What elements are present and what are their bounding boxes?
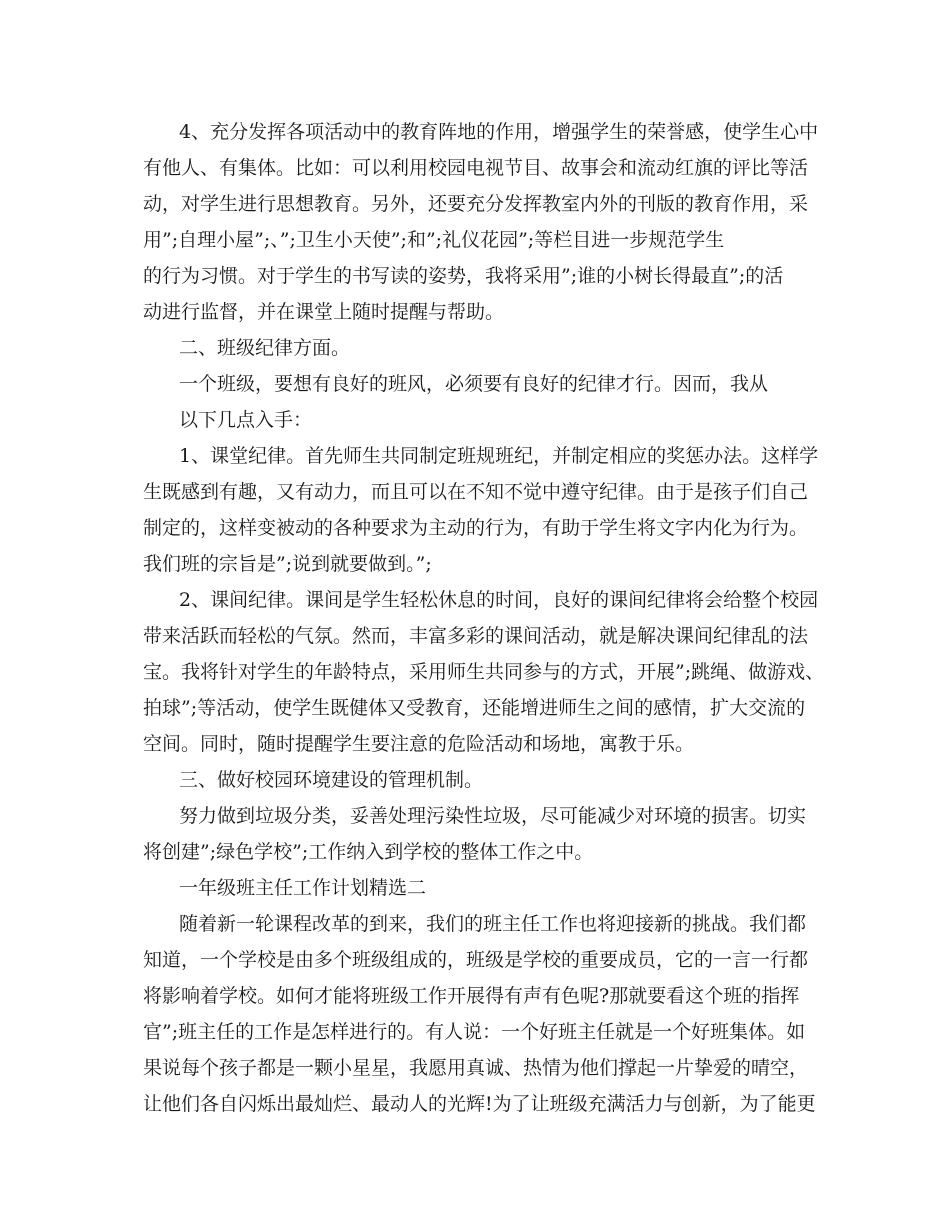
text-line: 空间。同时，随时提醒学生要注意的危险活动和场地，寓教于乐。 [143, 733, 695, 755]
text-line: 我们班的宗旨是”;说到就要做到。”; [143, 553, 432, 575]
text-line: 果说每个孩子都是一颗小星星，我愿用真诚、热情为他们撑起一片挚爱的晴空， [143, 1057, 809, 1079]
text-line: 将影响着学校。如何才能将班级工作开展得有声有色呢?那就要看这个班的指挥 [143, 985, 800, 1007]
text-line: 官”;班主任的工作是怎样进行的。有人说：一个好班主任就是一个好班集体。如 [143, 1021, 806, 1043]
text-line: 拍球”;等活动，使学生既健体又受教育，还能增进师生之间的感情，扩大交流的 [143, 697, 806, 719]
section-heading: 三、做好校园环境建设的管理机制。 [179, 769, 484, 791]
text-line: 动进行监督，并在课堂上随时提醒与帮助。 [143, 301, 505, 323]
text-line: 努力做到垃圾分类，妥善处理污染性垃圾，尽可能减少对环境的损害。切实 [179, 805, 807, 827]
text-line: 用”;自理小屋”;、”;卫生小天使”;和”;礼仪花园”;等栏目进一步规范学生 [143, 229, 725, 251]
text-line: 制定的，这样变被动的各种要求为主动的行为，有助于学生将文字内化为行为。 [143, 517, 809, 539]
text-line: 以下几点入手： [179, 409, 313, 431]
text-line: 生既感到有趣，又有动力，而且可以在不知不觉中遵守纪律。由于是孩子们自己 [143, 481, 809, 503]
text-line: 知道，一个学校是由多个班级组成的，班级是学校的重要成员，它的一言一行都 [143, 949, 809, 971]
text-line: 随着新一轮课程改革的到来，我们的班主任工作也将迎接新的挑战。我们都 [179, 913, 807, 935]
text-line: 动，对学生进行思想教育。另外，还要充分发挥教室内外的刊版的教育作用，采 [143, 193, 809, 215]
text-line: 的行为习惯。对于学生的书写读的姿势，我将采用”;谁的小树长得最直”;的活 [143, 265, 784, 287]
text-line: 2、课间纪律。课间是学生轻松休息的时间，良好的课间纪律将会给整个校园 [179, 589, 819, 611]
text-line: 有他人、有集体。比如：可以利用校园电视节目、故事会和流动红旗的评比等活 [143, 157, 809, 179]
text-line: 4、充分发挥各项活动中的教育阵地的作用，增强学生的荣誉感，使学生心中 [179, 121, 819, 143]
text-line: 带来活跃而轻松的气氛。然而，丰富多彩的课间活动，就是解决课间纪律乱的法 [143, 625, 809, 647]
section-heading: 二、班级纪律方面。 [179, 337, 351, 359]
text-line: 一个班级，要想有良好的班风，必须要有良好的纪律才行。因而，我从 [179, 373, 769, 395]
text-line: 让他们各自闪烁出最灿烂、最动人的光辉!为了让班级充满活力与创新，为了能更 [143, 1093, 816, 1115]
text-line: 宝。我将针对学生的年龄特点，采用师生共同参与的方式，开展”;跳绳、做游戏、 [143, 661, 825, 683]
text-line: 将创建”;绿色学校”;工作纳入到学校的整体工作之中。 [143, 841, 594, 863]
section-title: 一年级班主任工作计划精选二 [179, 877, 427, 899]
text-line: 1、课堂纪律。首先师生共同制定班规班纪，并制定相应的奖惩办法。这样学 [179, 445, 819, 467]
